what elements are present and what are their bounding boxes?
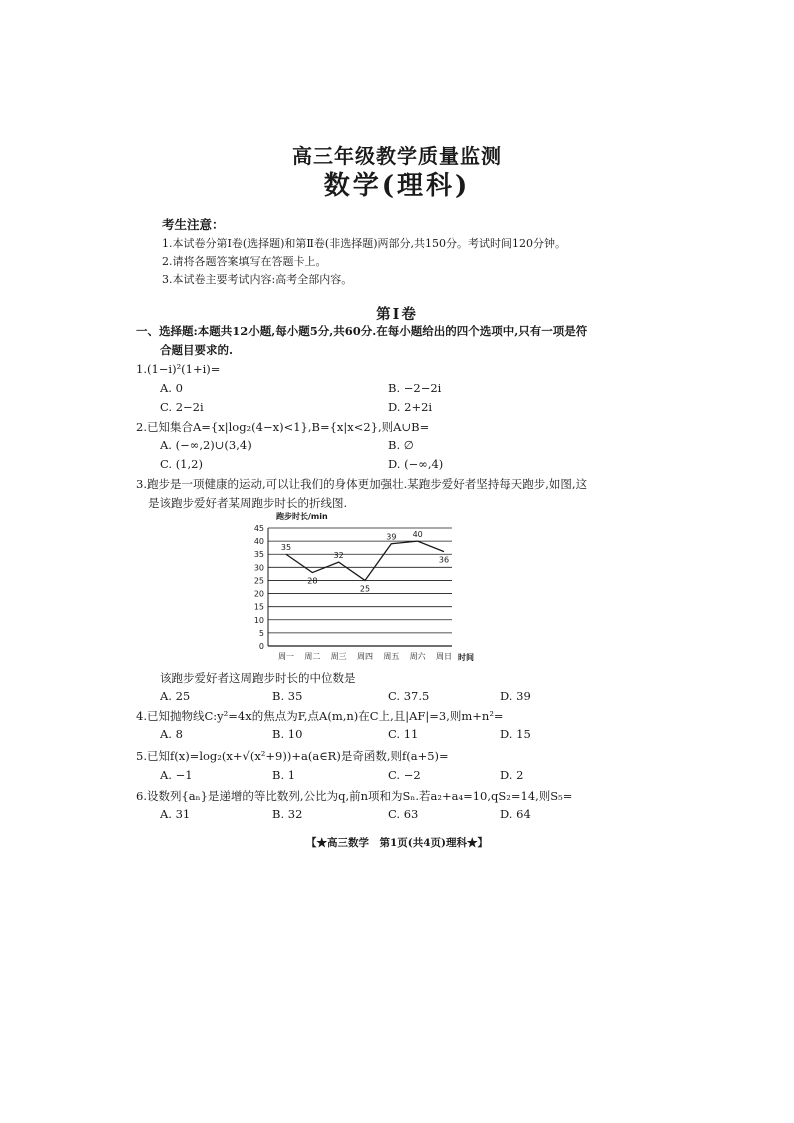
question-1-option-d: D. 2+2i — [388, 400, 433, 414]
question-3-stem: 3.跑步是一项健康的运动,可以让我们的身体更加强壮.某跑步爱好者坚持每天跑步,如图,这 — [136, 477, 588, 491]
question-4-option-b: B. 10 — [272, 727, 303, 741]
chart-y-tick-label: 15 — [253, 602, 264, 612]
question-3-stem-cont: 是该跑步爱好者某周跑步时长的折线图. — [148, 496, 348, 510]
chart-x-axis-label: 时间 — [458, 653, 474, 662]
question-5-option-a: A. −1 — [160, 768, 193, 782]
chart-x-tick-label: 周三 — [330, 652, 347, 661]
question-5-option-d: D. 2 — [500, 768, 524, 782]
question-4-option-d: D. 15 — [500, 727, 531, 741]
question-5-option-c: C. −2 — [388, 768, 421, 782]
chart-x-tick-label: 周一 — [278, 652, 294, 661]
question-5-option-b: B. 1 — [272, 768, 296, 782]
question-5-stem: 5.已知f(x)=log₂(x+√(x²+9))+a(a∈R)是奇函数,则f(a+5)= — [136, 749, 449, 763]
chart-y-axis-label: 跑步时长/min — [276, 512, 328, 521]
notice-item: 3.本试卷主要考试内容:高考全部内容。 — [162, 273, 353, 286]
chart-data-label: 28 — [307, 576, 318, 586]
chart-data-label: 35 — [280, 543, 292, 553]
question-2-option-a: A. (−∞,2)∪(3,4) — [160, 438, 252, 452]
question-4-stem: 4.已知抛物线C:y²=4x的焦点为F,点A(m,n)在C上,且|AF|=3,则m+n²= — [136, 709, 504, 723]
question-1-stem: 1.(1−i)²(1+i)= — [136, 362, 221, 376]
question-1-option-b: B. −2−2i — [388, 381, 442, 395]
question-3-option-a: A. 25 — [160, 689, 191, 703]
question-3-question: 该跑步爱好者这周跑步时长的中位数是 — [160, 671, 356, 685]
exam-subtitle: 数学(理科) — [323, 171, 471, 201]
question-6-stem: 6.设数列{aₙ}是递增的等比数列,公比为q,前n项和为Sₙ.若a₂+a₄=10,qS₂=14,则S₅= — [136, 789, 573, 803]
chart-data-label: 39 — [386, 532, 397, 542]
question-1-option-a: A. 0 — [160, 381, 183, 395]
notice-heading: 考生注意： — [162, 217, 225, 232]
question-6-option-b: B. 32 — [272, 807, 303, 821]
question-3-option-c: C. 37.5 — [388, 689, 430, 703]
chart-y-ticks — [254, 524, 264, 651]
notice-item: 2.请将各题答案填写在答题卡上。 — [162, 255, 327, 268]
chart-data-label: 36 — [438, 555, 450, 565]
question-4-option-c: C. 11 — [388, 727, 419, 741]
chart-data-label: 40 — [412, 530, 423, 540]
question-2-option-b: B. ∅ — [388, 438, 414, 452]
section-instructions: 一、选择题:本题共12小题,每小题5分,共60分.在每小题给出的四个选项中,只有一项是符 — [136, 324, 588, 338]
chart-y-tick-label: 25 — [253, 576, 264, 586]
volume-heading: 第Ⅰ卷 — [376, 306, 418, 323]
chart-x-tick-label: 周六 — [409, 652, 426, 661]
question-4-option-a: A. 8 — [160, 727, 183, 741]
chart-x-ticks — [278, 651, 452, 661]
question-3-option-b: B. 35 — [272, 689, 303, 703]
chart-data-labels — [281, 530, 449, 593]
notice-item: 1.本试卷分第Ⅰ卷(选择题)和第Ⅱ卷(非选择题)两部分,共150分。考试时间120分钟。 — [162, 237, 566, 250]
chart-y-tick-label: 20 — [253, 589, 264, 599]
chart-y-tick-label: 35 — [253, 550, 264, 560]
chart-y-tick-label: 10 — [253, 615, 264, 625]
chart-y-tick-label: 5 — [258, 628, 264, 638]
question-2-stem: 2.已知集合A={x|log₂(4−x)<1},B={x|x<2},则A∪B= — [136, 420, 430, 434]
chart-x-tick-label: 周二 — [304, 652, 321, 661]
running-time-line-chart — [232, 510, 492, 665]
chart-series-line — [286, 541, 444, 580]
question-3-option-d: D. 39 — [500, 689, 531, 703]
question-1-option-c: C. 2−2i — [160, 400, 204, 414]
question-2-option-d: D. (−∞,4) — [388, 457, 444, 471]
chart-data-label: 32 — [333, 551, 344, 561]
chart-x-tick-label: 周四 — [357, 652, 373, 661]
question-6-option-c: C. 63 — [388, 807, 419, 821]
chart-y-tick-label: 45 — [253, 524, 264, 533]
question-2-option-c: C. (1,2) — [160, 457, 203, 471]
chart-y-tick-label: 0 — [258, 642, 264, 651]
question-6-option-d: D. 64 — [500, 807, 531, 821]
chart-x-tick-label: 周五 — [383, 652, 400, 661]
question-6-option-a: A. 31 — [160, 807, 191, 821]
chart-data-label: 25 — [359, 584, 371, 594]
chart-y-tick-label: 30 — [253, 563, 264, 573]
exam-title: 高三年级教学质量监测 — [292, 144, 502, 168]
section-instructions-cont: 合题目要求的. — [160, 343, 234, 357]
chart-x-tick-label: 周日 — [436, 652, 452, 661]
chart-y-tick-label: 40 — [253, 537, 264, 547]
page-footer: 【★高三数学 第1页(共4页)理科★】 — [305, 837, 489, 849]
